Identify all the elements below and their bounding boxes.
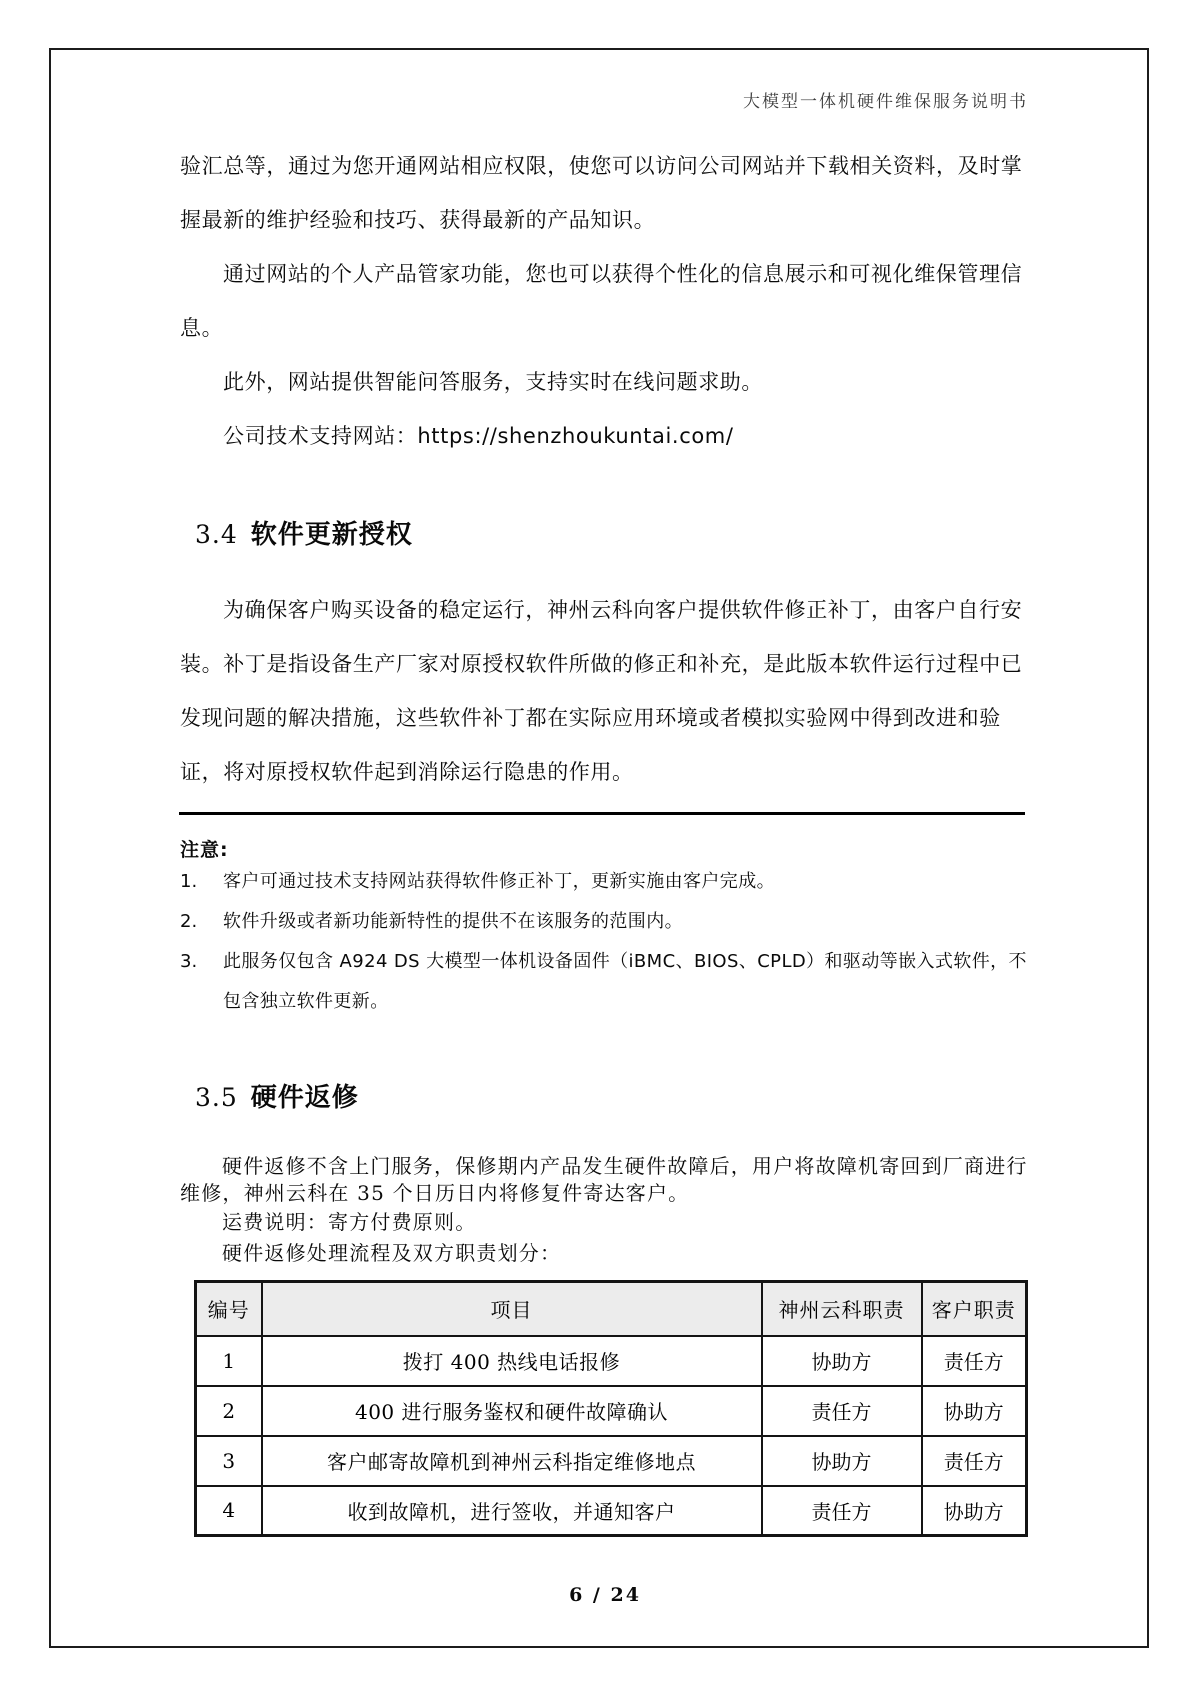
paragraph-line: 握最新的维护经验和技巧、获得最新的产品知识。 — [180, 208, 656, 232]
freight-note-line: 运费说明：寄方付费原则。 — [222, 1210, 477, 1234]
notice-item-text: 客户可通过技术支持网站获得软件修正补丁，更新实施由客户完成。 — [223, 871, 775, 892]
paragraph-line: 装。补丁是指设备生产厂家对原授权软件所做的修正和补充，是此版本软件运行过程中已 — [180, 652, 1023, 676]
notice-item-number: 3. — [180, 951, 198, 972]
section-number: 3.5 — [195, 1083, 238, 1112]
notice-item — [180, 862, 1030, 902]
table-row — [196, 1486, 1027, 1536]
section-3-4-heading — [180, 514, 1030, 551]
running-header-title: 大模型一体机硬件维保服务说明书 — [743, 92, 1028, 112]
table-row — [196, 1386, 1027, 1436]
notice-divider-rule — [179, 812, 1025, 815]
section-number: 3.4 — [195, 520, 238, 549]
cell-number: 2 — [196, 1386, 262, 1436]
table-row — [196, 1336, 1027, 1386]
paragraph-line: 硬件返修不含上门服务，保修期内产品发生硬件故障后，用户将故障机寄回到厂商进行 — [222, 1154, 1028, 1178]
notice-item — [180, 902, 1030, 942]
section-3-5-body — [180, 1153, 1030, 1207]
notice-label: 注意: — [180, 839, 229, 861]
cell-customer-duty: 协助方 — [922, 1486, 1027, 1536]
page-number: 6 / 24 — [569, 1584, 641, 1606]
column-header-item: 项目 — [262, 1282, 762, 1336]
notice-item-line: 包含独立软件更新。 — [223, 991, 389, 1012]
cell-number: 1 — [196, 1336, 262, 1386]
paragraph-line: 通过网站的个人产品管家功能，您也可以获得个性化的信息展示和可视化维保管理信 — [223, 262, 1023, 286]
cell-customer-duty: 协助方 — [922, 1386, 1027, 1436]
table-intro-line: 硬件返修处理流程及双方职责划分： — [222, 1241, 562, 1265]
paragraph-line: 息。 — [180, 316, 224, 340]
notice-list — [180, 862, 1030, 1022]
cell-vendor-duty: 协助方 — [762, 1436, 922, 1486]
section-3-5 — [180, 1077, 1030, 1114]
notice-item-text — [223, 942, 1027, 1022]
section-title: 硬件返修 — [250, 1083, 359, 1113]
cell-vendor-duty: 协助方 — [762, 1336, 922, 1386]
support-website-line: 公司技术支持网站：https://shenzhoukuntai.com/ — [223, 424, 734, 448]
paragraph-line: 为确保客户购买设备的稳定运行，神州云科向客户提供软件修正补丁，由客户自行安 — [223, 598, 1023, 622]
cell-customer-duty: 责任方 — [922, 1336, 1027, 1386]
section-3-4 — [180, 514, 1030, 551]
section-3-4-body — [180, 583, 1030, 799]
section-title: 软件更新授权 — [250, 520, 413, 550]
paragraph-line: 发现问题的解决措施，这些软件补丁都在实际应用环境或者模拟实验网中得到改进和验 — [180, 706, 1001, 730]
table-row — [196, 1436, 1027, 1486]
responsibility-table — [194, 1280, 1028, 1537]
notice-item-line: 此服务仅包含 A924 DS 大模型一体机设备固件（iBMC、BIOS、CPLD）和驱动等嵌入式软件，不 — [223, 951, 1027, 972]
paragraph-line: 维修，神州云科在 35 个日历日内将修复件寄达客户。 — [180, 1181, 690, 1205]
cell-item: 客户邮寄故障机到神州云科指定维修地点 — [262, 1436, 762, 1486]
section-3-5-heading — [180, 1077, 1030, 1114]
column-header-customer-duty: 客户职责 — [922, 1282, 1027, 1336]
cell-vendor-duty: 责任方 — [762, 1486, 922, 1536]
paragraph-line: 此外，网站提供智能问答服务，支持实时在线问题求助。 — [223, 370, 763, 394]
cell-number: 3 — [196, 1436, 262, 1486]
paragraph-line: 证，将对原授权软件起到消除运行隐患的作用。 — [180, 760, 634, 784]
cell-customer-duty: 责任方 — [922, 1436, 1027, 1486]
table-header-row — [196, 1282, 1027, 1336]
notice-item-number: 1. — [180, 871, 198, 892]
cell-item: 拨打 400 热线电话报修 — [262, 1336, 762, 1386]
cell-item: 400 进行服务鉴权和硬件故障确认 — [262, 1386, 762, 1436]
cell-vendor-duty: 责任方 — [762, 1386, 922, 1436]
notice-item-number: 2. — [180, 911, 198, 932]
notice-item — [180, 942, 1030, 1022]
cell-item: 收到故障机，进行签收，并通知客户 — [262, 1486, 762, 1536]
column-header-vendor-duty: 神州云科职责 — [762, 1282, 922, 1336]
paragraph-line: 验汇总等，通过为您开通网站相应权限，使您可以访问公司网站并下载相关资料，及时掌 — [180, 154, 1023, 178]
intro-paragraphs — [180, 139, 1030, 463]
cell-number: 4 — [196, 1486, 262, 1536]
column-header-number: 编号 — [196, 1282, 262, 1336]
notice-item-text: 软件升级或者新功能新特性的提供不在该服务的范围内。 — [223, 911, 683, 932]
